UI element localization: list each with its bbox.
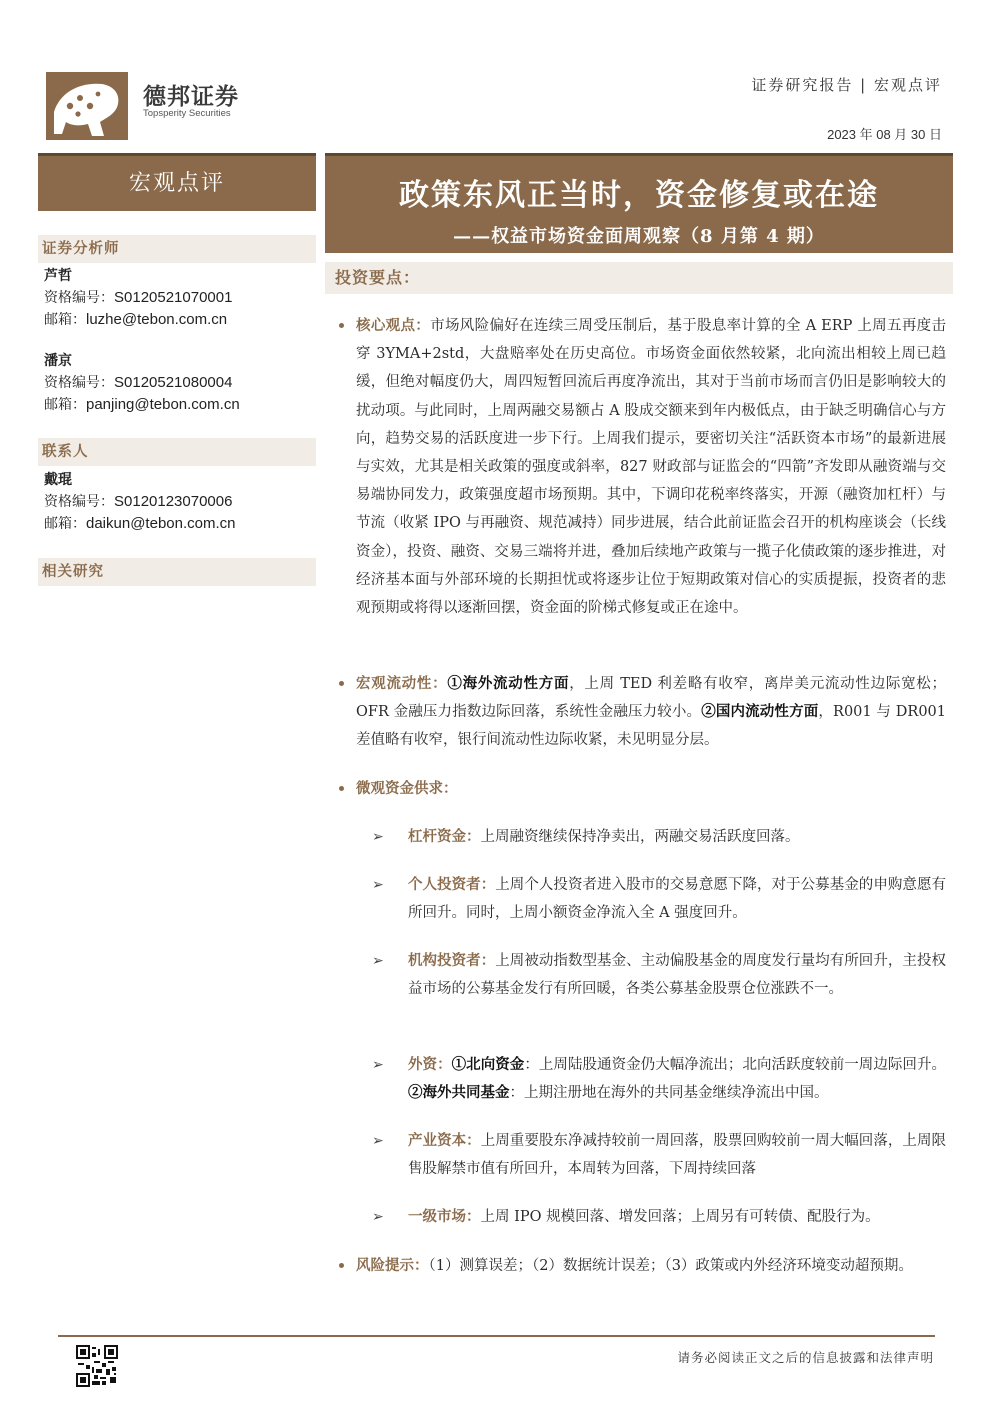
item-label: 杠杆资金： [408, 828, 481, 845]
list-item [372, 1203, 946, 1231]
category-banner [38, 153, 316, 211]
arrow-bullet-icon: ➢ [372, 1133, 384, 1149]
arrow-bullet-icon: ➢ [372, 953, 384, 969]
overseas-liquidity-text: ，上周 TED 利差略有收窄，离岸美元流动性边际宽松；OFR 金融压力指数边际回落，系统性金融压力较小。 [356, 676, 947, 721]
arrow-bullet-icon: ➢ [372, 1057, 384, 1073]
mail-label: 邮箱： [44, 516, 86, 532]
item-label: 机构投资者： [408, 952, 496, 969]
item-text: 上周重要股东净减持较前一周回落，股票回购较前一周大幅回落，上周限售股解禁市值有所回升，本周转为回落，下周持续回落 [408, 1133, 947, 1178]
northbound-label: ①北向资金 [451, 1056, 525, 1073]
analyst-card [44, 265, 232, 331]
contact-name: 戴琨 [44, 472, 72, 488]
footer-divider [58, 1335, 935, 1337]
mutual-fund-label: ②海外共同基金 [408, 1084, 510, 1102]
risk-text: （1）测算误差；（2）数据统计误差；（3）政策或内外经济环境变动超预期。 [428, 1258, 913, 1274]
micro-funds-label: 微观资金供求： [356, 780, 458, 797]
report-date: 2023 年 08 月 30 日 [827, 127, 942, 142]
core-view-paragraph [356, 312, 946, 622]
bullet-dot-icon [339, 323, 344, 328]
analyst-email[interactable]: luzhe@tebon.com.cn [86, 311, 228, 328]
contact-section-head: 联系人 [38, 438, 316, 466]
contact-id: S0120123070006 [114, 493, 233, 510]
analyst-name: 潘京 [44, 353, 72, 369]
mail-label: 邮箱： [44, 397, 86, 413]
qr-code-icon [76, 1345, 118, 1387]
list-item [372, 823, 946, 851]
bullet-dot-icon [339, 1263, 344, 1268]
analyst-email[interactable]: panjing@tebon.com.cn [86, 396, 240, 413]
list-item [372, 871, 946, 927]
report-subtitle: ——权益市场资金面周观察（8 月第 4 期） [453, 226, 825, 247]
list-item [372, 1051, 947, 1107]
analyst-id: S0120521070001 [114, 289, 233, 306]
item-label: 产业资本： [408, 1132, 481, 1149]
id-label: 资格编号： [44, 290, 114, 306]
domestic-liquidity-text: ，R001 与 DR001 差值略有收窄，银行间流动性边际收紧，未见明显分层。 [356, 704, 947, 749]
bullet-dot-icon [339, 681, 344, 686]
id-label: 资格编号： [44, 494, 114, 510]
contact-card [44, 469, 235, 535]
mutual-fund-text: ：上期注册地在海外的共同基金继续净流出中国。 [509, 1085, 829, 1102]
report-type: 证券研究报告 | 宏观点评 [751, 76, 942, 94]
brand-name-cn: 德邦证券 [143, 84, 239, 110]
list-item [372, 947, 946, 1003]
report-title: 政策东风正当时，资金修复或在途 [399, 178, 879, 213]
liquidity-paragraph [356, 670, 946, 755]
item-label: 个人投资者： [408, 876, 496, 893]
brand-name-en: Topsperity Securities [143, 108, 231, 119]
risk-paragraph [356, 1252, 946, 1280]
item-label: 一级市场： [408, 1208, 481, 1225]
mail-label: 邮箱： [44, 312, 86, 328]
company-logo-icon [46, 72, 128, 140]
arrow-bullet-icon: ➢ [372, 1209, 384, 1225]
arrow-bullet-icon: ➢ [372, 877, 384, 893]
core-view-text: 市场风险偏好在连续三周受压制后，基于股息率计算的全 A ERP 上周五再度击穿 3YMA+2std，大盘赔率处在历史高位。市场资金面依然较紧，北向流出相较上周已趋缓，但绝对幅度仍大，周四短暂回流后再度净流出，其对于当前市场而言仍旧是影响较大的扰动项。与此同时，上周两融交易额占 A 股成交额来到年内极低点，由于缺乏明确信心与方向，趋势交易的活跃度进一步下行。上周我们提示，要密切关注“活跃资本市场”的最新进展与实效，尤其是相关政策的强度或斜率，827 财政部与证监会的“四箭”齐发即从融资端与交易端协同发力，政策强度超市场预期。其中，下调印花税率终落实，开源（融资加杠杆）与节流（收紧 IPO 与再融资、规范减持）同步进展，结合此前证监会召开的机构座谈会（长线资金），投资、融资、交易三端将并进，叠加后续地产政策与一揽子化债政策的逐步推进，对经济基本面与外部环境的长期担忧或将逐步让位于短期政策对信心的实质提振，投资者的悲观预期或将得以逐渐回摆，资金面的阶梯式修复或正在途中。 [356, 318, 946, 617]
item-text: 上周 IPO 规模回落、增发回落；上周另有可转债、配股行为。 [480, 1209, 880, 1225]
key-points-head: 投资要点： [325, 262, 953, 294]
analyst-section-head: 证券分析师 [38, 235, 316, 263]
item-text: 上周个人投资者进入股市的交易意愿下降，对于公募基金的申购意愿有所回升。同时，上周小额资金净流入全 A 强度回升。 [408, 877, 946, 922]
analyst-name: 芦哲 [44, 268, 72, 284]
micro-funds-heading [356, 775, 946, 803]
analyst-id: S0120521080004 [114, 374, 233, 391]
risk-label: 风险提示： [356, 1257, 429, 1274]
legal-disclaimer: 请务必阅读正文之后的信息披露和法律声明 [677, 1350, 934, 1365]
analyst-card [44, 350, 240, 416]
northbound-text: ：上周陆股通资金仍大幅净流出；北向活跃度较前一周边际回升。 [524, 1057, 947, 1073]
overseas-liquidity-label: ①海外流动性方面 [447, 675, 570, 692]
category-banner-text: 宏观点评 [128, 171, 225, 196]
core-view-label: 核心观点： [356, 317, 431, 334]
liquidity-label: 宏观流动性： [356, 675, 448, 692]
id-label: 资格编号： [44, 375, 114, 391]
item-text: 上周融资继续保持净卖出，两融交易活跃度回落。 [480, 829, 800, 845]
item-label: 外资： [408, 1056, 452, 1073]
domestic-liquidity-label: ②国内流动性方面 [701, 703, 819, 721]
title-banner [325, 153, 953, 253]
related-research-head[interactable]: 相关研究 [38, 558, 316, 586]
bullet-dot-icon [339, 786, 344, 791]
item-text: 上周被动指数型基金、主动偏股基金的周度发行量均有所回升，主投权益市场的公募基金发行有所回暖，各类公募基金股票仓位涨跌不一。 [408, 953, 946, 998]
contact-email[interactable]: daikun@tebon.com.cn [86, 515, 236, 532]
arrow-bullet-icon: ➢ [372, 829, 384, 845]
list-item [372, 1127, 947, 1183]
